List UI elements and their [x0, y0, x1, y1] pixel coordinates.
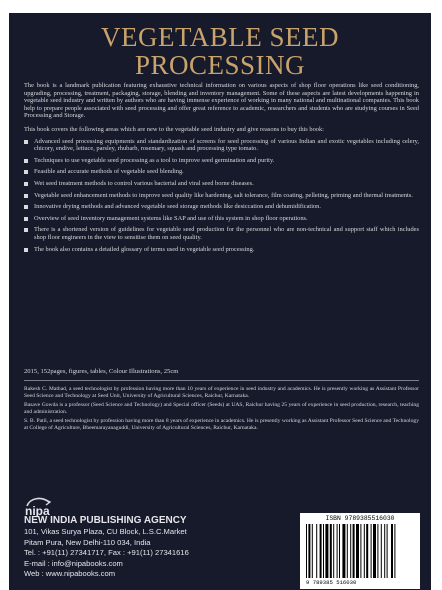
- list-item: Overview of seed inventory management systems like SAP and use of this system in shop floor operations.: [24, 215, 419, 223]
- bullet-icon: [24, 248, 28, 252]
- publisher-email: E-mail : info@nipabooks.com: [24, 558, 123, 568]
- isbn-digits: 9 789385 516030: [306, 579, 357, 586]
- list-item: Innovative drying methods and advanced vegetable seed storage methods like desiccation and dehumidification.: [24, 203, 419, 211]
- isbn-label: ISBN 9789385516030: [325, 515, 395, 522]
- svg-text:nipa: nipa: [25, 504, 50, 517]
- intro-paragraph: The book is a landmark publication featuring exhaustive technical information on various aspects of shop floor operations like seed conditioning, upgrading, processing, treatment, packaging, storage, blending and inventory management. Some of these aspects are latest developments happening in vegetable seed industry and written by authors who are having immense experience of working in many national and multinational companies. This book help to prepare people associated with seed processing and offer great reference to academic, researchers and students who are studying courses in Seed Processing and Storage.: [24, 82, 419, 120]
- bullet-icon: [24, 159, 28, 163]
- list-item: Advanced seed processing equipments and standardization of screens for seed processing of various Indian and exotic vegetables including celery, chicory, endive, lettuce, parsley, rhubarb, rosemary, squash and processing type tomato.: [24, 138, 419, 153]
- list-item: There is a shortened version of guidelines for vegetable seed production for the personnel who are non-technical and support staff which includes shop floor engineers in the view to sensitise them on seed quality.: [24, 226, 419, 241]
- list-item: The book also contains a detailed glossary of terms used in vegetable seed processing.: [24, 246, 419, 254]
- title-line-1: VEGETABLE SEED: [100, 22, 340, 52]
- bullet-icon: [24, 228, 28, 232]
- back-cover: [9, 13, 431, 590]
- bullet-icon: [24, 205, 28, 209]
- publisher-website: Web : www.nipabooks.com: [24, 569, 116, 579]
- book-title: [9, 23, 431, 79]
- bullet-icon: [24, 194, 28, 198]
- author-bios: [24, 386, 419, 435]
- author-bio: Basave Gowda is a professor (Seed Science and Technology) and Special officer (Seeds) at UAS, Raichur having 25 years of experience in seed production, research, teaching and administration.: [24, 402, 419, 415]
- bullet-icon: [24, 170, 28, 174]
- publisher-address-2: Pitam Pura, New Delhi-110 034, India: [24, 537, 151, 547]
- publisher-address-1: 101, Vikas Surya Plaza, CU Block, L.S.C.Market: [24, 527, 187, 536]
- author-bio: S. B. Patil, a seed technologist by profession having more than 8 years of experience in academics. He is presently working as Assistant Professor Seed Science and Technology at College of Agriculture, Bheemarayanaguddi, University of Agricultural Sciences, Raichur, Karnataka.: [24, 418, 419, 431]
- bullet-icon: [24, 140, 28, 144]
- isbn-barcode: [300, 513, 420, 589]
- list-item: Techniques to use vegetable seed processing as a tool to improve seed germination and purity.: [24, 157, 419, 165]
- nipa-logo: [24, 497, 58, 517]
- publisher-phone: Tel. : +91(11) 27341717, Fax : +91(11) 27341616: [24, 548, 189, 558]
- title-line-2: PROCESSING: [134, 50, 306, 80]
- publisher-name: NEW INDIA PUBLISHING AGENCY: [24, 515, 187, 526]
- divider: [24, 380, 419, 381]
- feature-list: [24, 138, 419, 254]
- intro-paragraph-2: This book covers the following areas which are new to the vegetable seed industry and give reasons to buy this book:: [24, 125, 324, 133]
- publisher-info: [24, 515, 189, 580]
- book-description: [24, 82, 419, 257]
- barcode-bars: [306, 524, 416, 578]
- bullet-icon: [24, 217, 28, 221]
- list-item: Wet seed treatment methods to control various bacterial and viral seed borne diseases.: [24, 180, 419, 188]
- list-item: Vegetable seed enhancement methods to improve seed quality like hardening, salt tolerance, film coating, pelleting, priming and thermal treatments.: [24, 192, 419, 200]
- list-item: Feasible and accurate methods of vegetable seed blending.: [24, 168, 419, 176]
- book-specs: 2015, 152pages, figures, tables, Colour Illustrations, 25cm: [24, 368, 179, 375]
- bullet-icon: [24, 182, 28, 186]
- author-bio: Rakesh C. Mathad, a seed technologist by profession having more than 10 years of experience in seed industry and academics. He is presently working as Assistant Professor Seed Science and Technology at Seed Unit, University of Agricultural Sciences, Raichur, Karnataka.: [24, 386, 419, 399]
